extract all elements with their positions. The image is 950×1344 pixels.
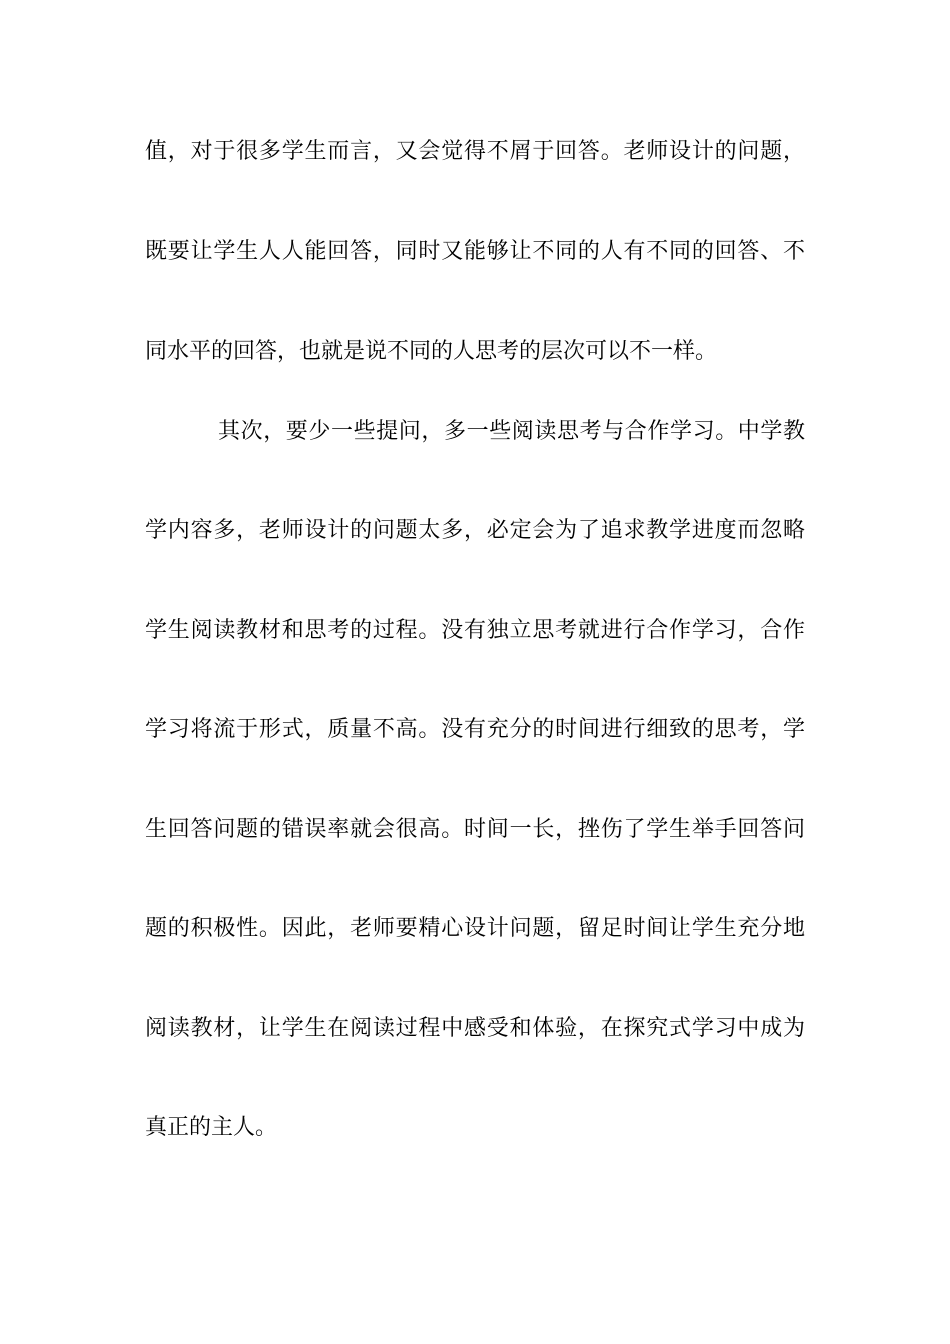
text-line: 学习将流于形式，质量不高。没有充分的时间进行细致的思考，学 [145,717,805,742]
text-line: 真正的主人。 [145,1115,278,1140]
text-line: 学内容多，老师设计的问题太多，必定会为了追求教学进度而忽略 [145,518,805,543]
text-line: 阅读教材，让学生在阅读过程中感受和体验，在探究式学习中成为 [145,1016,805,1041]
text-line: 学生阅读教材和思考的过程。没有独立思考就进行合作学习，合作 [145,618,805,643]
text-line: 同水平的回答，也就是说不同的人思考的层次可以不一样。 [145,339,718,364]
text-line: 值，对于很多学生而言，又会觉得不屑于回答。老师设计的问题， [145,139,805,164]
text-line: 题的积极性。因此，老师要精心设计问题，留足时间让学生充分地 [145,916,805,941]
text-line: 既要让学生人人能回答，同时又能够让不同的人有不同的回答、不 [145,239,805,264]
paragraph-first-line: 其次，要少一些提问，多一些阅读思考与合作学习。中学教 [218,419,805,444]
text-line: 生回答问题的错误率就会很高。时间一长，挫伤了学生举手回答问 [145,817,805,842]
